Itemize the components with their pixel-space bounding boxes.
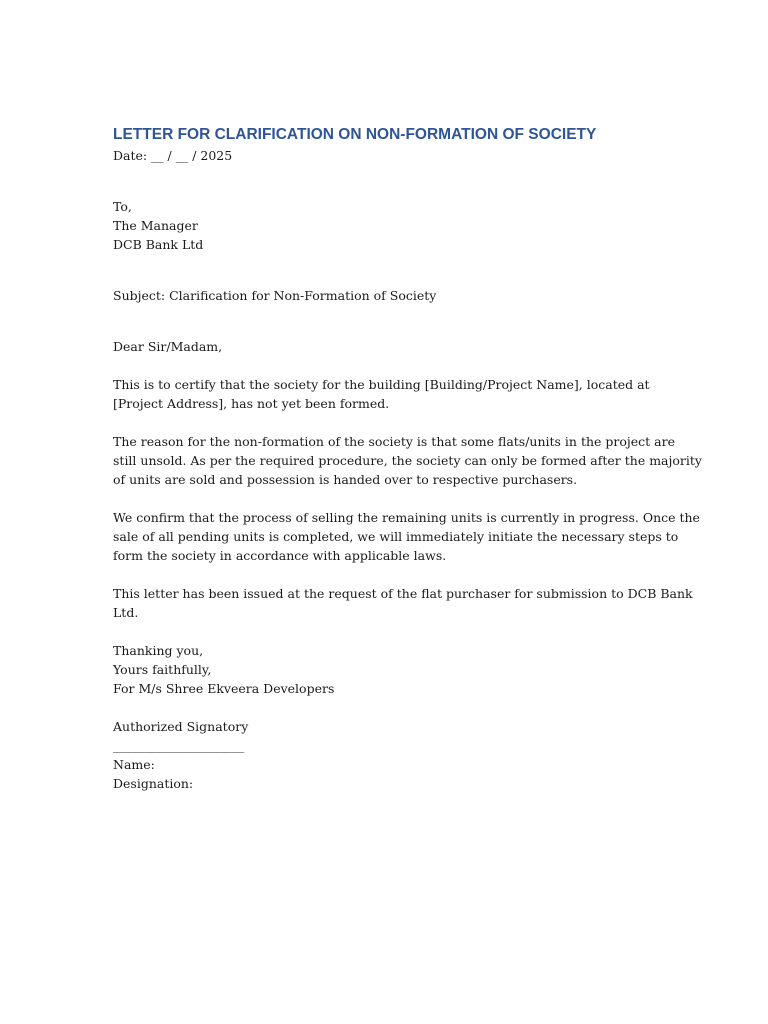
paragraph-reason bbox=[113, 432, 702, 489]
paragraph-certify bbox=[113, 375, 673, 413]
closing-sign-off: Yours faithfully, bbox=[113, 662, 212, 677]
paragraph-line: This letter has been issued at the request of the flat purchaser for submission to DCB Bank bbox=[113, 586, 693, 601]
closing-block bbox=[113, 641, 673, 698]
recipient-company: DCB Bank Ltd bbox=[113, 237, 204, 252]
paragraph-line: form the society in accordance with applicable laws. bbox=[113, 548, 447, 563]
paragraph-line: The reason for the non-formation of the society is that some flats/units in the project are bbox=[113, 434, 675, 449]
letter-body bbox=[113, 124, 702, 793]
name-label: Name: bbox=[113, 757, 155, 772]
signatory-label: Authorized Signatory bbox=[113, 719, 249, 734]
paragraph-line: still unsold. As per the required procedure, the society can only be formed after the majority bbox=[113, 453, 702, 468]
subject-line: Subject: Clarification for Non-Formation of Society bbox=[113, 288, 437, 303]
paragraph-line: sale of all pending units is completed, we will immediately initiate the necessary steps to bbox=[113, 529, 679, 544]
recipient-to: To, bbox=[113, 199, 132, 214]
signature-block bbox=[113, 717, 673, 793]
signature-line: _____________________ bbox=[113, 738, 245, 753]
paragraph-line: We confirm that the process of selling the remaining units is currently in progress. Once the bbox=[113, 510, 700, 525]
paragraph-confirm bbox=[113, 508, 700, 565]
paragraph-line: This is to certify that the society for the building [Building/Project Name], located at bbox=[113, 377, 650, 392]
paragraph-request bbox=[113, 584, 693, 622]
salutation: Dear Sir/Madam, bbox=[113, 339, 223, 354]
letter-title: LETTER FOR CLARIFICATION ON NON-FORMATION OF SOCIETY bbox=[113, 126, 597, 143]
recipient-block bbox=[113, 197, 673, 254]
designation-label: Designation: bbox=[113, 776, 194, 791]
paragraph-line: of units are sold and possession is handed over to respective purchasers. bbox=[113, 472, 578, 487]
closing-for-line: For M/s Shree Ekveera Developers bbox=[113, 681, 335, 696]
paragraph-line: Ltd. bbox=[113, 605, 139, 620]
recipient-name: The Manager bbox=[113, 218, 198, 233]
paragraph-line: [Project Address], has not yet been formed. bbox=[113, 396, 390, 411]
date-line: Date: __ / __ / 2025 bbox=[113, 148, 233, 163]
closing-thanks: Thanking you, bbox=[113, 643, 204, 658]
